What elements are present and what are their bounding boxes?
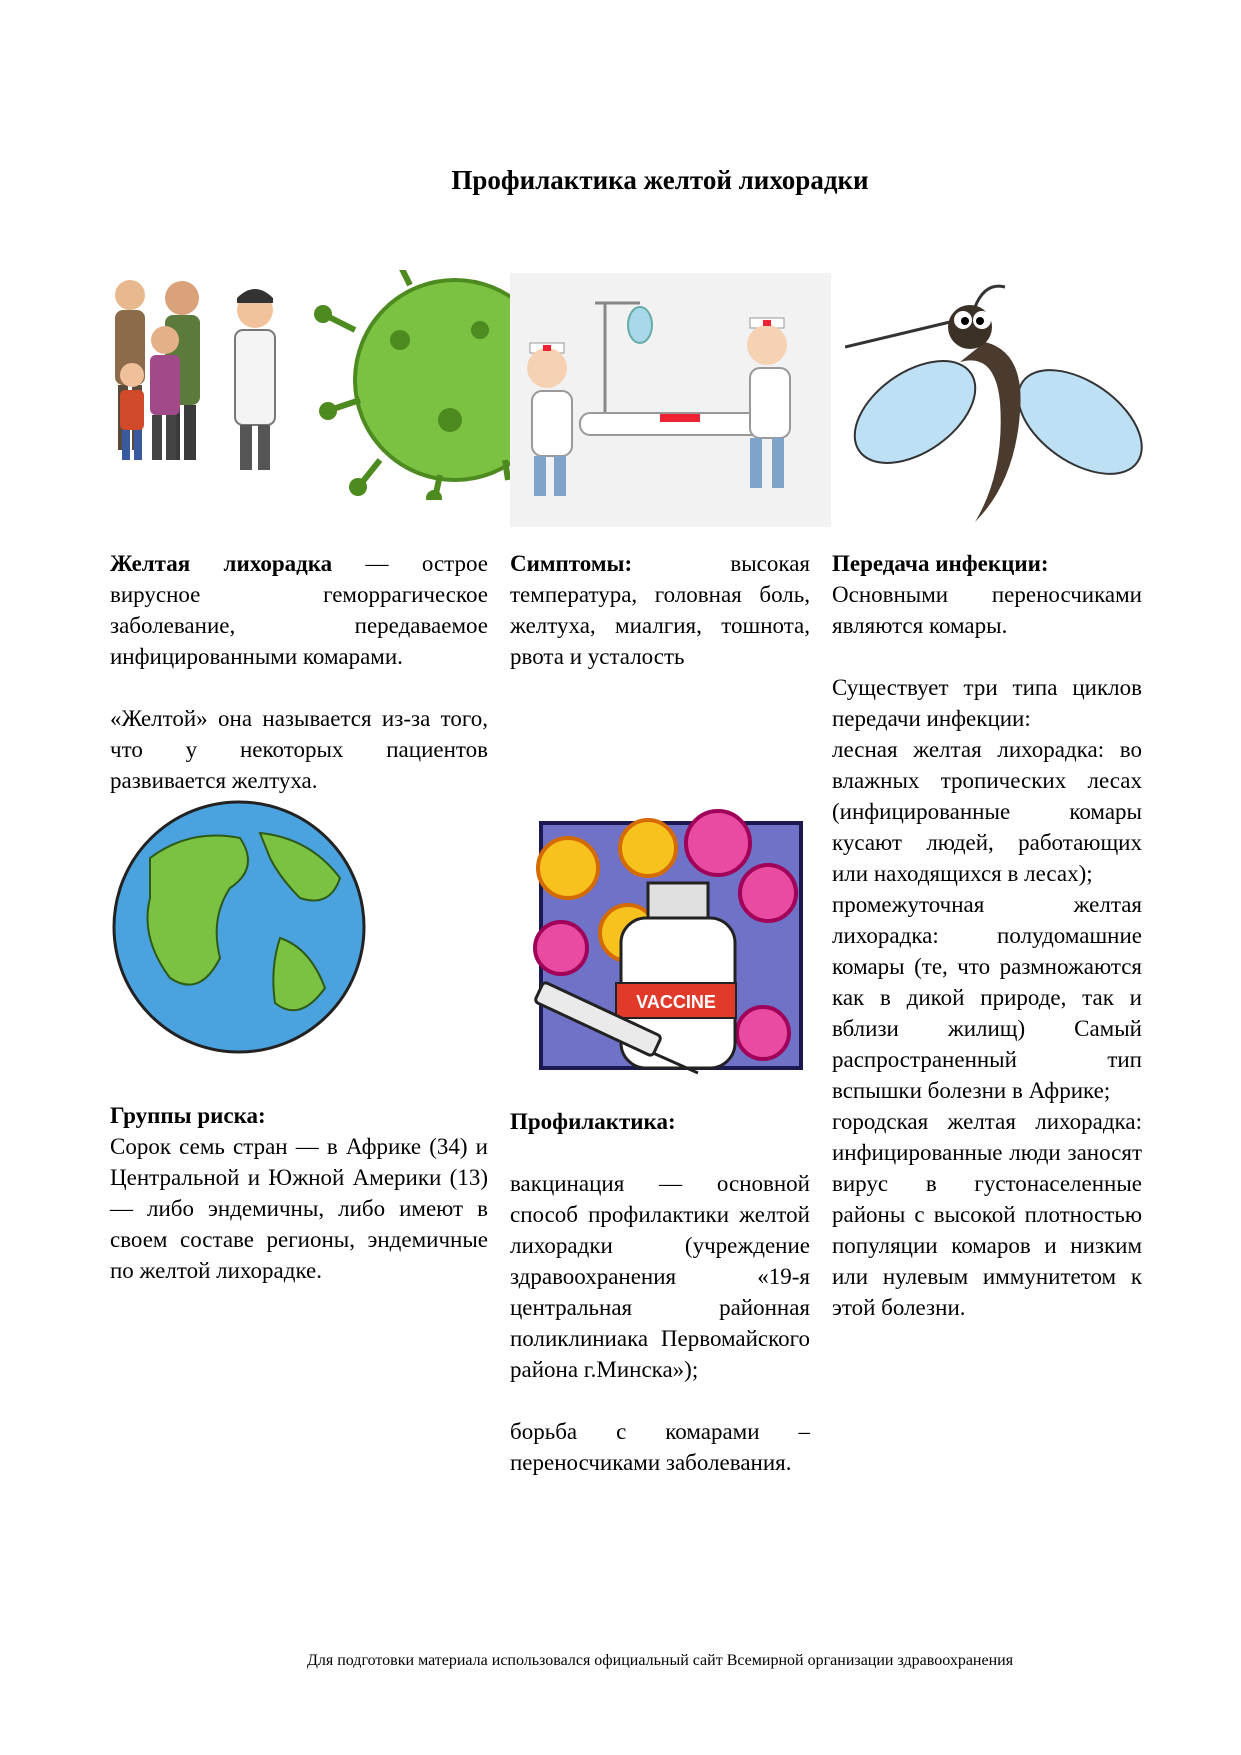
column-3 [832,548,1142,1323]
cycle-urban: городская желтая лихорадка: инфицированные люди заносят вирус в густонаселенные районы с высокой плотностью популяции комаров и низким или нулевым иммунитетом к этой болезни. [832,1109,1142,1320]
cycles-intro: Существует три типа циклов передачи инфекции: [832,675,1142,731]
transmission-text: Основными переносчиками являются комары. [832,582,1142,638]
column-1 [110,548,488,796]
prevention-heading: Профилактика: [510,1109,676,1134]
globe-image [110,798,368,1056]
symptoms [510,548,810,672]
risk-heading: Группы риска: [110,1103,266,1128]
medics-image [510,273,831,527]
symptoms-text: высокая температура, головная боль, желтуха, миалгия, тошнота, рвота и усталость [510,551,810,669]
cycle-intermediate: промежуточная желтая лихорадка: полудомашние комары (те, что размножаются как в дикой природе, так и вблизи жилищ) Самый распространенный тип вспышки болезни в Африке; [832,892,1142,1103]
vaccine-image [513,788,813,1108]
definition-text: — острое вирусное геморрагическое заболевание, передаваемое инфицированными комарами. [110,551,488,669]
prevention-mosquito-control: борьба с комарами – переносчиками заболевания. [510,1419,810,1475]
medic-right-icon [747,318,790,488]
prevention [510,1106,810,1478]
source-footer: Для подготовки материала использовался официальный сайт Всемирной организации здравоохранения [306,1652,1014,1669]
page-title: Профилактика желтой лихорадки [451,165,869,195]
people-group-icon [115,280,275,470]
transmission-heading: Передача инфекции: [832,551,1049,576]
name-origin-paragraph: «Желтой» она называется из-за того, что у некоторых пациентов развивается желтуха. [110,706,488,793]
cycle-sylvatic: лесная желтая лихорадка: во влажных тропических лесах (инфицированные комары кусают людей, работающих или находящихся в лесах); [832,737,1142,886]
risk-text: Сорок семь стран — в Африке (34) и Центральной и Южной Америки (13) — либо эндемичны, либо имеют в своем составе регионы, эндемичные по желтой лихорадке. [110,1134,488,1283]
definition-heading: Желтая лихорадка [110,551,333,576]
virus-icon [314,270,510,500]
prevention-vaccination: вакцинация — основной способ профилактики желтой лихорадки (учреждение здравоохранения «19-я центральная районная поликлиниака Первомайского района г.Минска»); [510,1171,810,1382]
medic-left-icon [527,343,572,496]
people-virus-image [110,270,510,500]
definition-paragraph [110,548,488,672]
symptoms-heading: Симптомы: [510,551,633,576]
risk-groups [110,1100,488,1286]
vaccine-label: VACCINE [636,992,716,1012]
mosquito-image [845,282,1145,532]
